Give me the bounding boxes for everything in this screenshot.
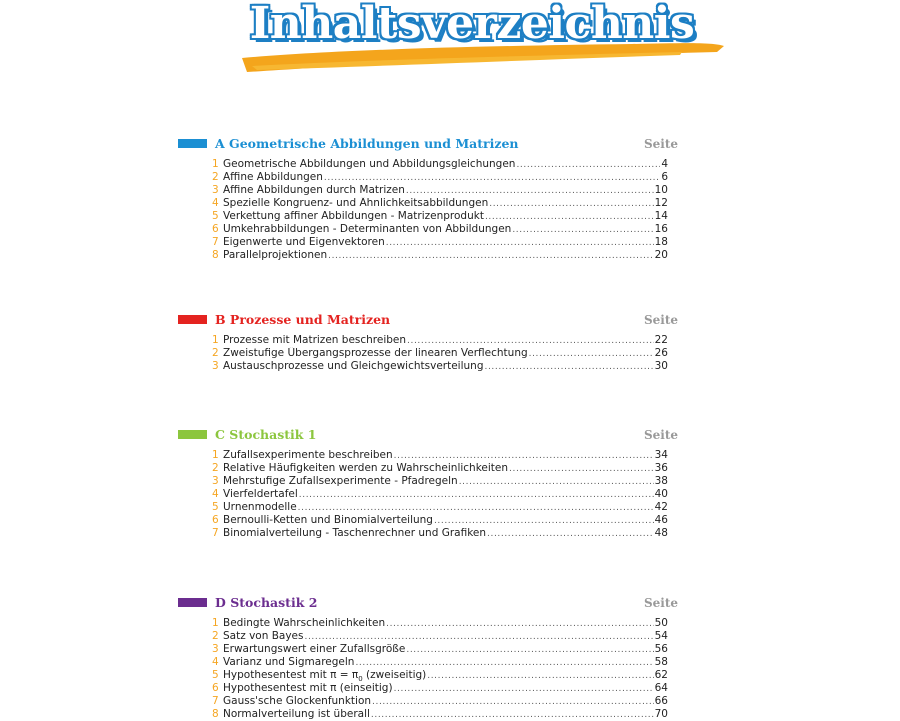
toc-entry-title: [223, 360, 484, 373]
toc-entry-number: 5: [212, 501, 219, 513]
toc-entry-title: [223, 210, 484, 223]
toc-entry-page: 30: [654, 360, 668, 372]
toc-entry[interactable]: [212, 158, 668, 171]
toc-entry-title: [223, 334, 406, 347]
toc-dot-leader: [371, 709, 654, 721]
toc-entry-title: [223, 527, 486, 540]
toc-dot-leader: [406, 185, 654, 197]
toc-entry[interactable]: [212, 360, 668, 373]
toc-entry[interactable]: [212, 527, 668, 540]
toc-entry[interactable]: [212, 223, 668, 236]
toc-entry-title: [223, 347, 528, 360]
toc-entry[interactable]: [212, 249, 668, 262]
toc-entry-page: 38: [654, 475, 668, 487]
toc-entry-page: 6: [661, 171, 668, 183]
section-header: [178, 312, 678, 330]
toc-entry[interactable]: [212, 514, 668, 527]
toc-entry-number: 1: [212, 617, 219, 629]
toc-entry-page: 22: [654, 334, 668, 346]
toc-entry-number: 3: [212, 475, 219, 487]
toc-entry-number: 3: [212, 184, 219, 196]
toc-entry-title-text: Parallelprojektionen: [223, 249, 328, 261]
toc-entry-page: 18: [654, 236, 668, 248]
toc-entry-page: 14: [654, 210, 668, 222]
section-title: D Stochastik 2: [215, 595, 318, 610]
toc-entry-number: 6: [212, 514, 219, 526]
toc-entry-title: [223, 708, 370, 721]
toc-entry[interactable]: [212, 334, 668, 347]
toc-entry-number: 2: [212, 171, 219, 183]
section-header: [178, 427, 678, 445]
toc-entry-title: [223, 488, 298, 501]
section-page-label: Seite: [644, 137, 679, 151]
toc-entry-title-text: Vierfeldertafel: [223, 488, 298, 500]
toc-dot-leader: [434, 515, 654, 527]
toc-list: [212, 617, 668, 721]
toc-entry-page: 50: [654, 617, 668, 629]
toc-entry[interactable]: [212, 210, 668, 223]
toc-entry-title: [223, 171, 323, 184]
toc-entry-title-text: Hypothesentest mit π = π: [223, 669, 359, 681]
toc-entry-title-text: Gauss'sche Glockenfunktion: [223, 695, 372, 707]
toc-entry[interactable]: [212, 630, 668, 643]
toc-entry-number: 6: [212, 223, 219, 235]
section-page-label: Seite: [644, 596, 679, 610]
toc-entry[interactable]: [212, 171, 668, 184]
toc-entry-number: 1: [212, 449, 219, 461]
toc-entry-page: 46: [654, 514, 668, 526]
toc-entry[interactable]: [212, 347, 668, 360]
toc-entry-title: [223, 197, 488, 210]
toc-list: [212, 334, 668, 373]
toc-section-b: [178, 312, 678, 373]
toc-entry-number: 4: [212, 656, 219, 668]
toc-entry-page: 58: [654, 656, 668, 668]
toc-entry-title: [223, 617, 385, 630]
toc-dot-leader: [298, 502, 654, 514]
toc-entry-title-suffix: (zweiseitig): [362, 669, 427, 681]
toc-entry-title-text: Mehrstufige Zufallsexperimente - Pfadregeln: [223, 475, 458, 487]
toc-entry-title: [223, 158, 515, 171]
toc-dot-leader: [459, 476, 654, 488]
toc-entry-page: 4: [661, 158, 668, 170]
toc-entry-title-text: Bernoulli-Ketten und Binomialverteilung: [223, 514, 433, 526]
toc-entry-number: 1: [212, 334, 219, 346]
toc-entry-title-text: Verkettung affiner Abbildungen - Matrizenprodukt: [223, 210, 484, 222]
section-page-label: Seite: [644, 428, 679, 442]
toc-entry-number: 7: [212, 695, 219, 707]
toc-entry-subscript: 0: [358, 675, 363, 682]
toc-dot-leader: [509, 463, 654, 475]
toc-entry-number: 5: [212, 669, 219, 681]
toc-entry-title-text: Austauschprozesse und Gleichgewichtsverteilung: [223, 360, 484, 372]
toc-entry-title: [223, 236, 385, 249]
toc-entry-number: 4: [212, 488, 219, 500]
toc-entry-title-text: Zweistufige Übergangsprozesse der linearen Verflechtung: [223, 347, 528, 359]
toc-dot-leader: [324, 172, 660, 184]
toc-dot-leader: [355, 657, 653, 669]
toc-entry-title: [223, 462, 508, 475]
toc-section-c: [178, 427, 678, 540]
toc-entry-title-text: Erwartungswert einer Zufallsgröße: [223, 643, 406, 655]
toc-entry-number: 1: [212, 158, 219, 170]
toc-entry-number: 2: [212, 462, 219, 474]
toc-dot-leader: [299, 489, 654, 501]
toc-entry[interactable]: [212, 184, 668, 197]
toc-entry-page: 12: [654, 197, 668, 209]
toc-entry-title: [223, 669, 426, 682]
toc-entry-number: 3: [212, 360, 219, 372]
toc-entry-title-text: Spezielle Kongruenz- und Ähnlichkeitsabbildungen: [223, 197, 489, 209]
toc-entry-title-text: Urnenmodelle: [223, 501, 297, 513]
toc-entry-page: 42: [654, 501, 668, 513]
toc-entry[interactable]: [212, 462, 668, 475]
toc-entry-title-text: Relative Häufigkeiten werden zu Wahrscheinlichkeiten: [223, 462, 509, 474]
toc-entry-number: 5: [212, 210, 219, 222]
section-color-bar: [178, 598, 207, 607]
toc-entry-title: [223, 682, 393, 695]
section-title: B Prozesse und Matrizen: [215, 312, 391, 327]
toc-dot-leader: [304, 631, 653, 643]
toc-dot-leader: [516, 159, 660, 171]
toc-entry-title-text: Eigenwerte und Eigenvektoren: [223, 236, 385, 248]
toc-entry-title: [223, 475, 458, 488]
toc-entry-title-text: Affine Abbildungen durch Matrizen: [223, 184, 405, 196]
toc-entry-title: [223, 514, 433, 527]
toc-dot-leader: [485, 211, 654, 223]
toc-entry-title-text: Affine Abbildungen: [223, 171, 323, 183]
toc-entry-title: [223, 449, 393, 462]
toc-dot-leader: [406, 644, 653, 656]
toc-dot-leader: [328, 250, 654, 262]
toc-entry-page: 36: [654, 462, 668, 474]
toc-entry-page: 40: [654, 488, 668, 500]
toc-entry[interactable]: [212, 669, 668, 682]
toc-entry-title-text: Binomialverteilung - Taschenrechner und Grafiken: [223, 527, 487, 539]
toc-entry[interactable]: [212, 682, 668, 695]
toc-entry-title: [223, 643, 405, 656]
toc-entry-page: 16: [654, 223, 668, 235]
page-title: Inhaltsverzeichnis: [249, 0, 695, 49]
toc-dot-leader: [529, 348, 654, 360]
toc-entry-title: [223, 184, 405, 197]
toc-entry-title-text: Bedingte Wahrscheinlichkeiten: [223, 617, 386, 629]
toc-entry-title: [223, 249, 327, 262]
section-color-bar: [178, 315, 207, 324]
toc-entry-title: [223, 630, 303, 643]
toc-entry-title-text: Umkehrabbildungen - Determinanten von Abbildungen: [223, 223, 512, 235]
toc-entry[interactable]: [212, 236, 668, 249]
toc-entry[interactable]: [212, 488, 668, 501]
toc-entry[interactable]: [212, 449, 668, 462]
toc-entry[interactable]: [212, 501, 668, 514]
toc-entry-page: 34: [654, 449, 668, 461]
section-page-label: Seite: [644, 313, 679, 327]
toc-entry-page: 70: [654, 708, 668, 720]
toc-list: [212, 158, 668, 262]
toc-entry-page: 56: [654, 643, 668, 655]
toc-entry-title-text: Hypothesentest mit π (einseitig): [223, 682, 393, 694]
toc-entry-title-text: Satz von Bayes: [223, 630, 304, 642]
toc-entry[interactable]: [212, 708, 668, 721]
toc-entry-title-text: Varianz und Sigmaregeln: [223, 656, 355, 668]
toc-section-a: [178, 136, 678, 262]
toc-dot-leader: [386, 618, 654, 630]
toc-entry-number: 7: [212, 527, 219, 539]
toc-dot-leader: [427, 670, 653, 682]
toc-dot-leader: [485, 361, 654, 373]
toc-entry-number: 4: [212, 197, 219, 209]
toc-dot-leader: [394, 450, 654, 462]
toc-entry-title: [223, 223, 511, 236]
toc-entry-title-text: Geometrische Abbildungen und Abbildungsgleichungen: [223, 158, 516, 170]
toc-dot-leader: [487, 528, 654, 540]
toc-entry[interactable]: [212, 197, 668, 210]
toc-entry-title: [223, 501, 297, 514]
section-color-bar: [178, 139, 207, 148]
toc-dot-leader: [386, 237, 654, 249]
toc-entry[interactable]: [212, 656, 668, 669]
toc-entry-page: 64: [654, 682, 668, 694]
toc-dot-leader: [512, 224, 653, 236]
toc-entry-page: 48: [654, 527, 668, 539]
section-header: [178, 595, 678, 613]
toc-entry-page: 62: [654, 669, 668, 681]
toc-entry-number: 8: [212, 249, 219, 261]
toc-entry-title-text: Normalverteilung ist überall: [223, 708, 370, 720]
toc-dot-leader: [407, 335, 654, 347]
section-title: C Stochastik 1: [215, 427, 317, 442]
toc-entry[interactable]: [212, 617, 668, 630]
toc-entry-page: 20: [654, 249, 668, 261]
toc-entry-number: 7: [212, 236, 219, 248]
toc-entry[interactable]: [212, 475, 668, 488]
page-title-banner: [212, 0, 732, 80]
toc-entry-page: 10: [654, 184, 668, 196]
toc-entry-title-text: Zufallsexperimente beschreiben: [223, 449, 393, 461]
toc-entry-page: 26: [654, 347, 668, 359]
toc-entry-title-text: Prozesse mit Matrizen beschreiben: [223, 334, 407, 346]
toc-entry-page: 66: [654, 695, 668, 707]
section-header: [178, 136, 678, 154]
toc-entry-title: [223, 656, 354, 669]
toc-entry-number: 2: [212, 347, 219, 359]
toc-entry-title: [223, 695, 371, 708]
toc-entry-number: 8: [212, 708, 219, 720]
section-title: A Geometrische Abbildungen und Matrizen: [215, 136, 519, 151]
toc-dot-leader: [394, 683, 654, 695]
toc-entry[interactable]: [212, 695, 668, 708]
toc-dot-leader: [489, 198, 653, 210]
toc-entry-number: 6: [212, 682, 219, 694]
toc-dot-leader: [372, 696, 654, 708]
toc-section-d: [178, 595, 678, 721]
toc-entry[interactable]: [212, 643, 668, 656]
toc-entry-number: 3: [212, 643, 219, 655]
toc-entry-page: 54: [654, 630, 668, 642]
section-color-bar: [178, 430, 207, 439]
toc-entry-number: 2: [212, 630, 219, 642]
toc-list: [212, 449, 668, 540]
